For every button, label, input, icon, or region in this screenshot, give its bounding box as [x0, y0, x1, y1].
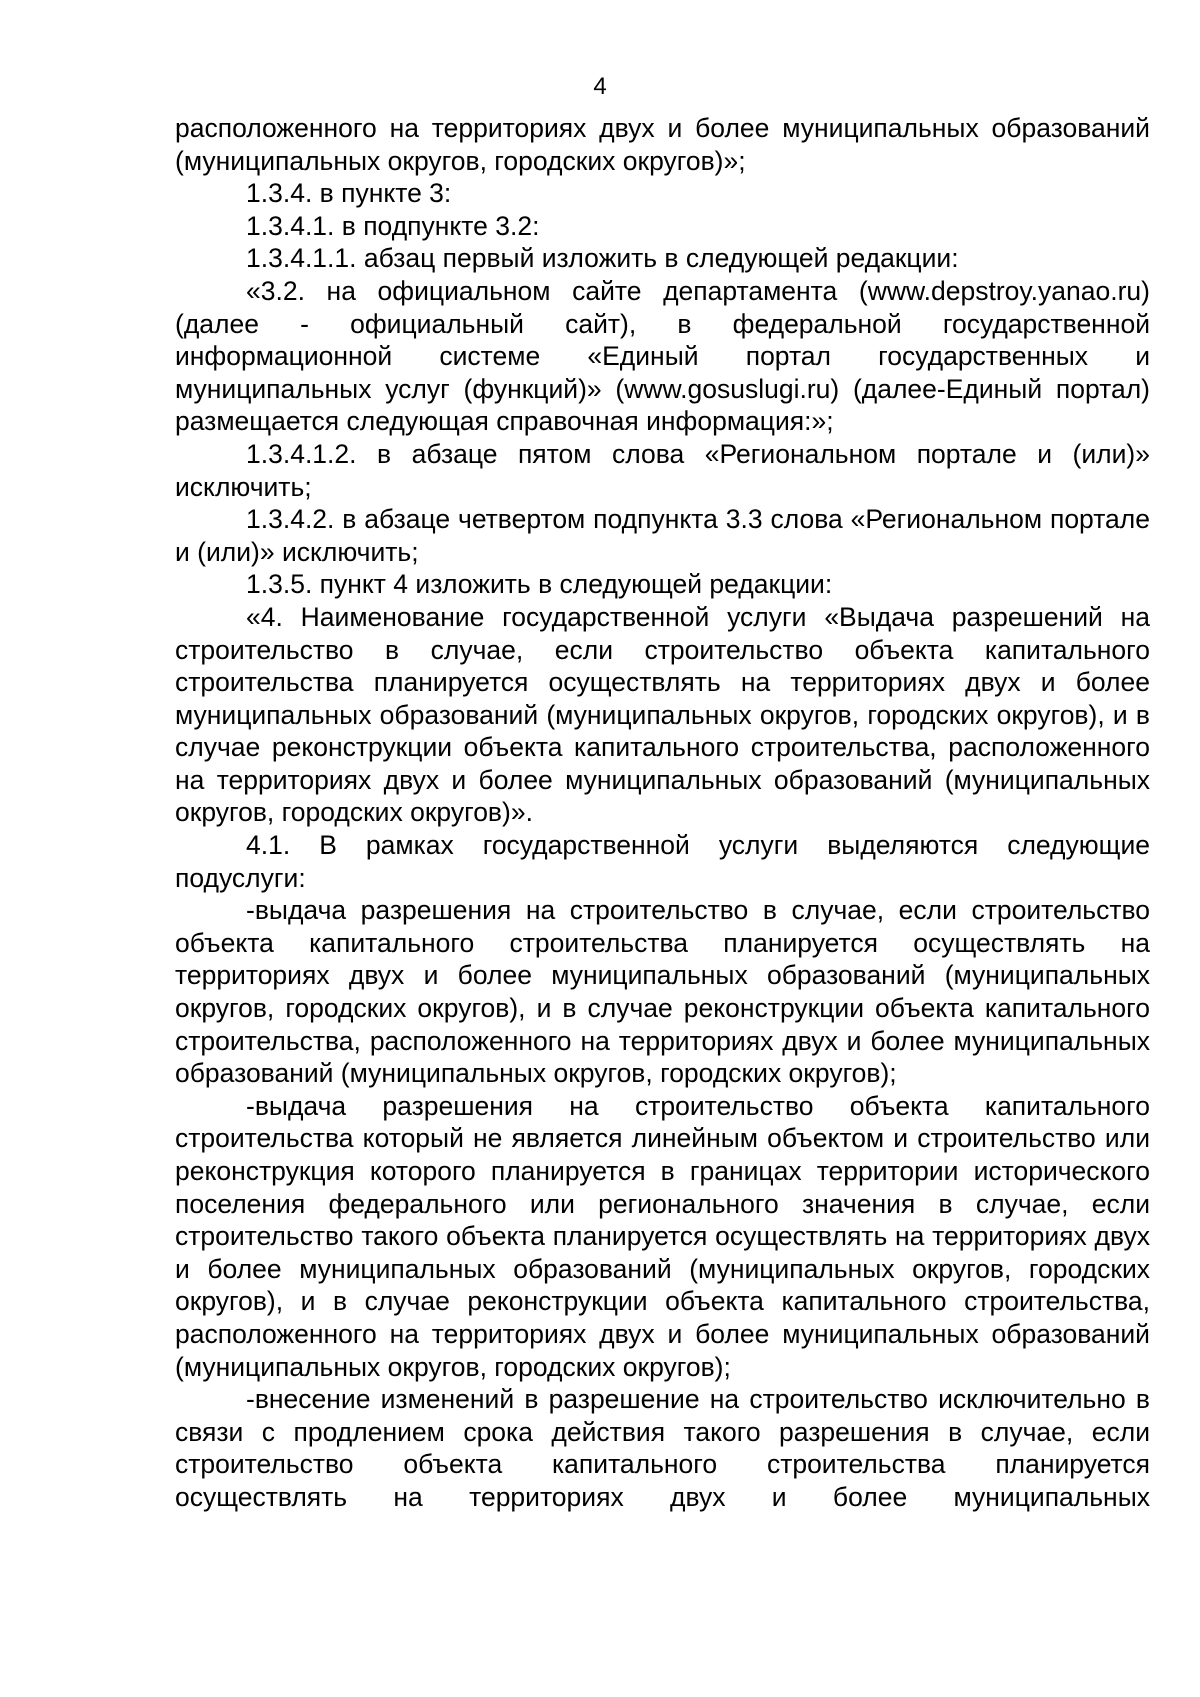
- paragraph-1-3-4-2: 1.3.4.2. в абзаце четвертом подпункта 3.3 слова «Региональном портале и (или)» исключить;: [175, 504, 1150, 567]
- paragraph-1-3-4-1: 1.3.4.1. в подпункте 3.2:: [246, 210, 540, 241]
- paragraph-4-1: 4.1. В рамках государственной услуги выделяются следующие подуслуги:: [175, 830, 1150, 893]
- paragraph-quote-3-2: «3.2. на официальном сайте департамента (www.depstroy.yanao.ru) (далее - официальный сайт), в федеральной государственной информационной системе «Единый портал государственных и муниципальных услуг (функций)» (www.gosuslugi.ru) (далее-Единый портал) размещается следующая справочная информация:»;: [175, 275, 1150, 437]
- paragraph-1-3-5: 1.3.5. пункт 4 изложить в следующей редакции:: [246, 569, 833, 600]
- list-item-subservice-2: -выдача разрешения на строительство объекта капитального строительства который не является линейным объектом и строительство или реконструкция которого планируется в границах территории исторического поселения федерального или регионального значения в случае, если строительство такого объекта планируется осуществлять на территориях двух и более муниципальных образований (муниципальных округов, городских округов), и в случае реконструкции объекта капитального строительства, расположенного на территориях двух и более муниципальных образований (муниципальных округов, городских округов);: [175, 1090, 1150, 1382]
- page-number: 4: [593, 73, 607, 100]
- paragraph-continuation: расположенного на территориях двух и более муниципальных образований (муниципальных округов, городских округов)»;: [175, 113, 1150, 176]
- paragraph-1-3-4: 1.3.4. в пункте 3:: [246, 178, 452, 209]
- paragraph-quote-4: «4. Наименование государственной услуги «Выдача разрешений на строительство в случае, если строительство объекта капитального строительства планируется осуществлять на территориях двух и более муниципальных образований (муниципальных округов, городских округов), и в случае реконструкции объекта капитального строительства, расположенного на территориях двух и более муниципальных образований (муниципальных округов, городских округов)».: [175, 601, 1150, 828]
- list-item-subservice-3: -внесение изменений в разрешение на строительство исключительно в связи с продлением срока действия такого разрешения в случае, если строительство объекта капитального строительства планируется осуществлять на территориях двух и более муниципальных: [175, 1384, 1150, 1512]
- paragraph-1-3-4-1-2: 1.3.4.1.2. в абзаце пятом слова «Региональном портале и (или)» исключить;: [175, 438, 1150, 502]
- paragraph-1-3-4-1-1: 1.3.4.1.1. абзац первый изложить в следующей редакции:: [246, 243, 959, 274]
- list-item-subservice-1: -выдача разрешения на строительство в случае, если строительство объекта капитального строительства планируется осуществлять на территориях двух и более муниципальных образований (муниципальных округов, городских округов), и в случае реконструкции объекта капитального строительства, расположенного на территориях двух и более муниципальных образований (муниципальных округов, городских округов);: [175, 895, 1150, 1089]
- document-body: [175, 112, 1150, 1514]
